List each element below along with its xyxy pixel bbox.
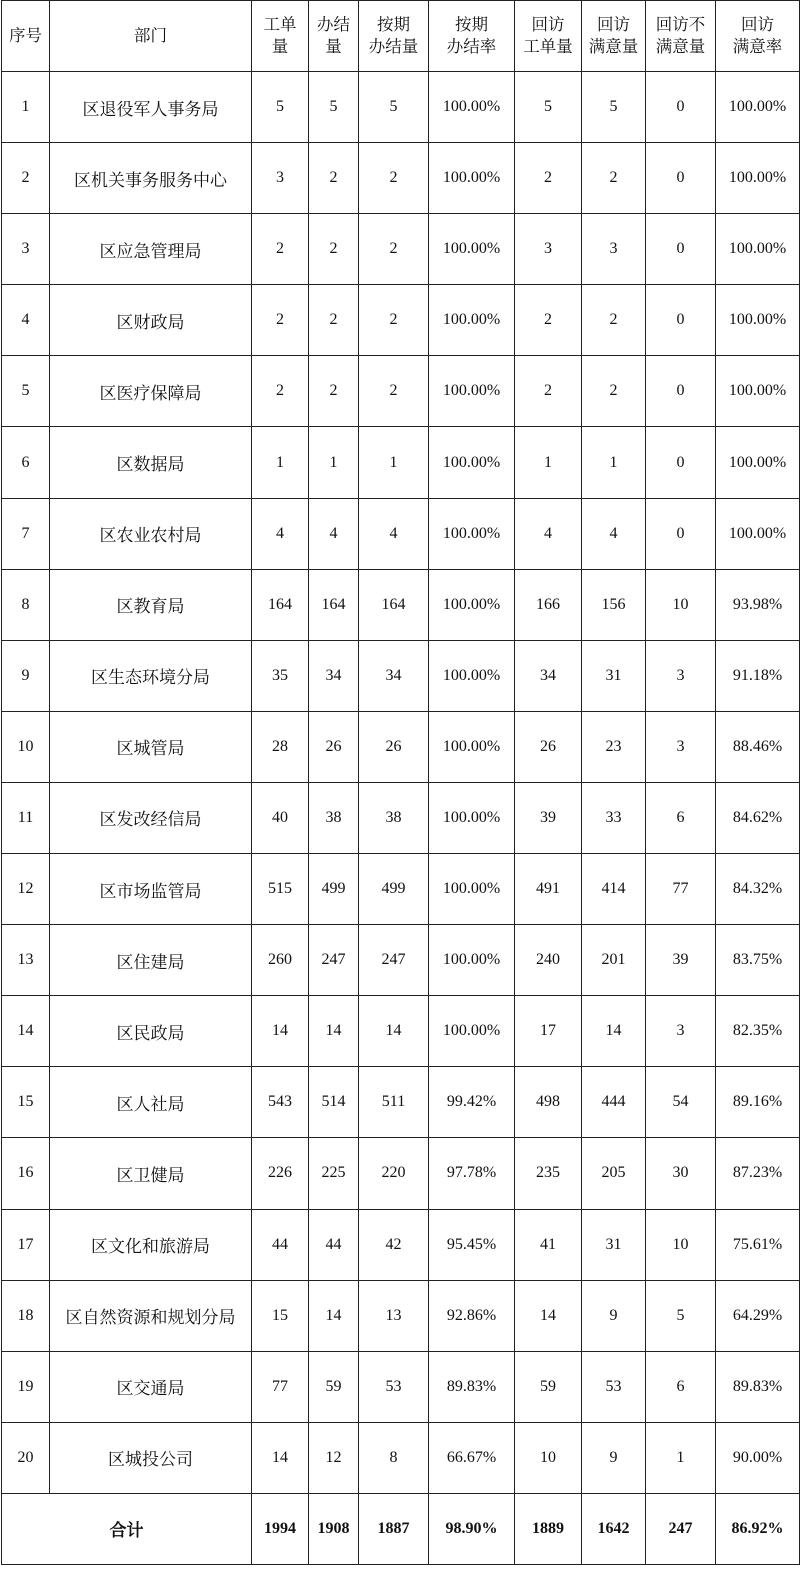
department-stats-table bbox=[1, 0, 800, 1565]
table-cell: 2 bbox=[359, 143, 429, 214]
table-cell: 17 bbox=[515, 996, 582, 1067]
table-cell: 0 bbox=[646, 143, 716, 214]
table-cell: 543 bbox=[252, 1067, 309, 1138]
column-header: 回访 满意率 bbox=[716, 1, 800, 72]
table-cell: 240 bbox=[515, 925, 582, 996]
table-cell: 44 bbox=[252, 1209, 309, 1280]
table-cell: 38 bbox=[359, 782, 429, 853]
table-cell: 220 bbox=[359, 1138, 429, 1209]
table-cell: 2 bbox=[252, 214, 309, 285]
row-index-cell: 3 bbox=[2, 214, 50, 285]
row-index-cell: 18 bbox=[2, 1280, 50, 1351]
table-cell: 514 bbox=[309, 1067, 359, 1138]
table-cell: 226 bbox=[252, 1138, 309, 1209]
table-cell: 14 bbox=[252, 996, 309, 1067]
department-cell: 区卫健局 bbox=[50, 1138, 252, 1209]
table-cell: 14 bbox=[252, 1422, 309, 1493]
table-cell: 100.00% bbox=[429, 711, 515, 782]
table-cell: 39 bbox=[515, 782, 582, 853]
table-cell: 444 bbox=[582, 1067, 646, 1138]
table-cell: 3 bbox=[646, 996, 716, 1067]
table-row bbox=[2, 72, 800, 143]
header-row bbox=[2, 1, 800, 72]
table-cell: 100.00% bbox=[429, 427, 515, 498]
department-cell: 区农业农村局 bbox=[50, 498, 252, 569]
column-header: 部门 bbox=[50, 1, 252, 72]
table-cell: 100.00% bbox=[429, 72, 515, 143]
table-cell: 100.00% bbox=[429, 356, 515, 427]
total-cell: 1889 bbox=[515, 1493, 582, 1564]
table-cell: 100.00% bbox=[716, 143, 800, 214]
table-cell: 100.00% bbox=[429, 640, 515, 711]
table-cell: 10 bbox=[646, 569, 716, 640]
total-label: 合计 bbox=[2, 1493, 252, 1564]
row-index-cell: 19 bbox=[2, 1351, 50, 1422]
table-cell: 59 bbox=[309, 1351, 359, 1422]
table-cell: 5 bbox=[359, 72, 429, 143]
table-cell: 2 bbox=[309, 356, 359, 427]
table-cell: 156 bbox=[582, 569, 646, 640]
table-cell: 201 bbox=[582, 925, 646, 996]
table-cell: 89.16% bbox=[716, 1067, 800, 1138]
total-cell: 247 bbox=[646, 1493, 716, 1564]
table-cell: 14 bbox=[309, 996, 359, 1067]
table-cell: 88.46% bbox=[716, 711, 800, 782]
table-cell: 2 bbox=[359, 214, 429, 285]
table-cell: 100.00% bbox=[429, 854, 515, 925]
table-cell: 2 bbox=[582, 285, 646, 356]
table-row bbox=[2, 214, 800, 285]
table-cell: 95.45% bbox=[429, 1209, 515, 1280]
table-cell: 100.00% bbox=[429, 214, 515, 285]
table-row bbox=[2, 1280, 800, 1351]
table-cell: 3 bbox=[252, 143, 309, 214]
table-footer bbox=[2, 1493, 800, 1564]
table-row bbox=[2, 782, 800, 853]
department-cell: 区市场监管局 bbox=[50, 854, 252, 925]
table-row bbox=[2, 925, 800, 996]
table-row bbox=[2, 498, 800, 569]
table-cell: 40 bbox=[252, 782, 309, 853]
table-cell: 26 bbox=[515, 711, 582, 782]
total-cell: 1994 bbox=[252, 1493, 309, 1564]
table-cell: 100.00% bbox=[429, 996, 515, 1067]
department-cell: 区人社局 bbox=[50, 1067, 252, 1138]
table-cell: 12 bbox=[309, 1422, 359, 1493]
table-cell: 9 bbox=[582, 1422, 646, 1493]
table-cell: 66.67% bbox=[429, 1422, 515, 1493]
table-cell: 5 bbox=[646, 1280, 716, 1351]
department-cell: 区自然资源和规划分局 bbox=[50, 1280, 252, 1351]
table-cell: 100.00% bbox=[429, 498, 515, 569]
table-cell: 99.42% bbox=[429, 1067, 515, 1138]
table-cell: 2 bbox=[309, 285, 359, 356]
table-cell: 2 bbox=[252, 356, 309, 427]
table-cell: 414 bbox=[582, 854, 646, 925]
total-cell: 1642 bbox=[582, 1493, 646, 1564]
table-cell: 42 bbox=[359, 1209, 429, 1280]
table-cell: 33 bbox=[582, 782, 646, 853]
table-cell: 14 bbox=[582, 996, 646, 1067]
column-header: 回访不 满意量 bbox=[646, 1, 716, 72]
table-row bbox=[2, 854, 800, 925]
table-cell: 247 bbox=[309, 925, 359, 996]
table-cell: 511 bbox=[359, 1067, 429, 1138]
table-cell: 59 bbox=[515, 1351, 582, 1422]
row-index-cell: 16 bbox=[2, 1138, 50, 1209]
table-cell: 0 bbox=[646, 214, 716, 285]
row-index-cell: 1 bbox=[2, 72, 50, 143]
row-index-cell: 10 bbox=[2, 711, 50, 782]
table-cell: 1 bbox=[252, 427, 309, 498]
table-cell: 5 bbox=[309, 72, 359, 143]
table-cell: 83.75% bbox=[716, 925, 800, 996]
department-cell: 区数据局 bbox=[50, 427, 252, 498]
table-cell: 100.00% bbox=[429, 285, 515, 356]
department-cell: 区医疗保障局 bbox=[50, 356, 252, 427]
table-cell: 9 bbox=[582, 1280, 646, 1351]
row-index-cell: 20 bbox=[2, 1422, 50, 1493]
table-cell: 0 bbox=[646, 285, 716, 356]
table-cell: 100.00% bbox=[429, 143, 515, 214]
table-header bbox=[2, 1, 800, 72]
table-cell: 5 bbox=[582, 72, 646, 143]
table-cell: 35 bbox=[252, 640, 309, 711]
table-row bbox=[2, 285, 800, 356]
table-cell: 2 bbox=[359, 356, 429, 427]
department-cell: 区财政局 bbox=[50, 285, 252, 356]
table-cell: 13 bbox=[359, 1280, 429, 1351]
table-body bbox=[2, 72, 800, 1494]
table-cell: 82.35% bbox=[716, 996, 800, 1067]
table-cell: 92.86% bbox=[429, 1280, 515, 1351]
table-row bbox=[2, 1067, 800, 1138]
department-cell: 区机关事务服务中心 bbox=[50, 143, 252, 214]
row-index-cell: 9 bbox=[2, 640, 50, 711]
table-cell: 26 bbox=[309, 711, 359, 782]
table-cell: 14 bbox=[515, 1280, 582, 1351]
table-cell: 0 bbox=[646, 356, 716, 427]
table-cell: 44 bbox=[309, 1209, 359, 1280]
table-cell: 164 bbox=[252, 569, 309, 640]
table-cell: 100.00% bbox=[716, 214, 800, 285]
table-cell: 23 bbox=[582, 711, 646, 782]
table-cell: 84.62% bbox=[716, 782, 800, 853]
table-cell: 77 bbox=[646, 854, 716, 925]
table-cell: 8 bbox=[359, 1422, 429, 1493]
table-cell: 14 bbox=[309, 1280, 359, 1351]
table-cell: 77 bbox=[252, 1351, 309, 1422]
table-cell: 14 bbox=[359, 996, 429, 1067]
column-header: 办结 量 bbox=[309, 1, 359, 72]
row-index-cell: 4 bbox=[2, 285, 50, 356]
table-row bbox=[2, 356, 800, 427]
department-cell: 区文化和旅游局 bbox=[50, 1209, 252, 1280]
table-cell: 84.32% bbox=[716, 854, 800, 925]
table-cell: 0 bbox=[646, 498, 716, 569]
table-cell: 2 bbox=[515, 285, 582, 356]
total-cell: 86.92% bbox=[716, 1493, 800, 1564]
column-header: 回访 工单量 bbox=[515, 1, 582, 72]
department-cell: 区发改经信局 bbox=[50, 782, 252, 853]
table-cell: 31 bbox=[582, 1209, 646, 1280]
table-cell: 2 bbox=[309, 143, 359, 214]
table-cell: 100.00% bbox=[716, 356, 800, 427]
table-cell: 0 bbox=[646, 427, 716, 498]
row-index-cell: 6 bbox=[2, 427, 50, 498]
row-index-cell: 17 bbox=[2, 1209, 50, 1280]
table-cell: 54 bbox=[646, 1067, 716, 1138]
table-cell: 75.61% bbox=[716, 1209, 800, 1280]
table-cell: 39 bbox=[646, 925, 716, 996]
table-cell: 53 bbox=[582, 1351, 646, 1422]
table-cell: 100.00% bbox=[716, 285, 800, 356]
table-cell: 3 bbox=[515, 214, 582, 285]
table-cell: 1 bbox=[582, 427, 646, 498]
row-index-cell: 11 bbox=[2, 782, 50, 853]
total-cell: 1887 bbox=[359, 1493, 429, 1564]
table-cell: 30 bbox=[646, 1138, 716, 1209]
department-cell: 区城管局 bbox=[50, 711, 252, 782]
table-row bbox=[2, 640, 800, 711]
table-cell: 100.00% bbox=[429, 782, 515, 853]
table-cell: 491 bbox=[515, 854, 582, 925]
table-cell: 100.00% bbox=[716, 427, 800, 498]
table-row bbox=[2, 1351, 800, 1422]
table-cell: 166 bbox=[515, 569, 582, 640]
table-cell: 164 bbox=[359, 569, 429, 640]
table-cell: 1 bbox=[309, 427, 359, 498]
table-row bbox=[2, 711, 800, 782]
table-cell: 1 bbox=[646, 1422, 716, 1493]
table-cell: 4 bbox=[252, 498, 309, 569]
table-cell: 2 bbox=[515, 356, 582, 427]
table-cell: 97.78% bbox=[429, 1138, 515, 1209]
table-cell: 34 bbox=[515, 640, 582, 711]
table-row bbox=[2, 143, 800, 214]
row-index-cell: 12 bbox=[2, 854, 50, 925]
table-cell: 31 bbox=[582, 640, 646, 711]
department-cell: 区生态环境分局 bbox=[50, 640, 252, 711]
table-row bbox=[2, 569, 800, 640]
table-cell: 3 bbox=[646, 711, 716, 782]
table-cell: 53 bbox=[359, 1351, 429, 1422]
table-cell: 10 bbox=[646, 1209, 716, 1280]
table-cell: 498 bbox=[515, 1067, 582, 1138]
table-cell: 15 bbox=[252, 1280, 309, 1351]
table-cell: 235 bbox=[515, 1138, 582, 1209]
table-cell: 41 bbox=[515, 1209, 582, 1280]
department-cell: 区交通局 bbox=[50, 1351, 252, 1422]
table-row bbox=[2, 1209, 800, 1280]
table-cell: 4 bbox=[359, 498, 429, 569]
total-cell: 98.90% bbox=[429, 1493, 515, 1564]
table-cell: 3 bbox=[646, 640, 716, 711]
table-cell: 91.18% bbox=[716, 640, 800, 711]
table-cell: 100.00% bbox=[429, 569, 515, 640]
table-cell: 1 bbox=[359, 427, 429, 498]
table-cell: 100.00% bbox=[716, 498, 800, 569]
column-header: 按期 办结率 bbox=[429, 1, 515, 72]
table-cell: 3 bbox=[582, 214, 646, 285]
row-index-cell: 5 bbox=[2, 356, 50, 427]
table-cell: 93.98% bbox=[716, 569, 800, 640]
table-cell: 89.83% bbox=[716, 1351, 800, 1422]
column-header: 回访 满意量 bbox=[582, 1, 646, 72]
table-row bbox=[2, 996, 800, 1067]
table-cell: 4 bbox=[515, 498, 582, 569]
table-cell: 6 bbox=[646, 1351, 716, 1422]
table-cell: 34 bbox=[309, 640, 359, 711]
table-cell: 64.29% bbox=[716, 1280, 800, 1351]
table-cell: 2 bbox=[252, 285, 309, 356]
table-row bbox=[2, 427, 800, 498]
column-header: 序号 bbox=[2, 1, 50, 72]
table-cell: 34 bbox=[359, 640, 429, 711]
table-cell: 225 bbox=[309, 1138, 359, 1209]
row-index-cell: 13 bbox=[2, 925, 50, 996]
table-cell: 5 bbox=[515, 72, 582, 143]
table-cell: 2 bbox=[515, 143, 582, 214]
table-cell: 499 bbox=[309, 854, 359, 925]
column-header: 按期 办结量 bbox=[359, 1, 429, 72]
table-cell: 4 bbox=[309, 498, 359, 569]
table-cell: 89.83% bbox=[429, 1351, 515, 1422]
table-cell: 5 bbox=[252, 72, 309, 143]
table-cell: 38 bbox=[309, 782, 359, 853]
table-cell: 515 bbox=[252, 854, 309, 925]
row-index-cell: 15 bbox=[2, 1067, 50, 1138]
table-cell: 1 bbox=[515, 427, 582, 498]
table-cell: 164 bbox=[309, 569, 359, 640]
table-cell: 6 bbox=[646, 782, 716, 853]
department-cell: 区应急管理局 bbox=[50, 214, 252, 285]
table-cell: 2 bbox=[309, 214, 359, 285]
table-cell: 4 bbox=[582, 498, 646, 569]
row-index-cell: 2 bbox=[2, 143, 50, 214]
department-cell: 区城投公司 bbox=[50, 1422, 252, 1493]
table-cell: 0 bbox=[646, 72, 716, 143]
table-row bbox=[2, 1138, 800, 1209]
table-cell: 2 bbox=[582, 356, 646, 427]
table-cell: 205 bbox=[582, 1138, 646, 1209]
table-cell: 100.00% bbox=[429, 925, 515, 996]
table-cell: 2 bbox=[582, 143, 646, 214]
row-index-cell: 14 bbox=[2, 996, 50, 1067]
table-row bbox=[2, 1422, 800, 1493]
department-cell: 区住建局 bbox=[50, 925, 252, 996]
table-cell: 2 bbox=[359, 285, 429, 356]
department-cell: 区教育局 bbox=[50, 569, 252, 640]
table-cell: 260 bbox=[252, 925, 309, 996]
table-cell: 87.23% bbox=[716, 1138, 800, 1209]
table-cell: 26 bbox=[359, 711, 429, 782]
table-cell: 28 bbox=[252, 711, 309, 782]
department-cell: 区民政局 bbox=[50, 996, 252, 1067]
table-cell: 247 bbox=[359, 925, 429, 996]
column-header: 工单 量 bbox=[252, 1, 309, 72]
table-cell: 100.00% bbox=[716, 72, 800, 143]
row-index-cell: 7 bbox=[2, 498, 50, 569]
table-cell: 90.00% bbox=[716, 1422, 800, 1493]
department-cell: 区退役军人事务局 bbox=[50, 72, 252, 143]
total-cell: 1908 bbox=[309, 1493, 359, 1564]
total-row bbox=[2, 1493, 800, 1564]
table-cell: 499 bbox=[359, 854, 429, 925]
row-index-cell: 8 bbox=[2, 569, 50, 640]
table-cell: 10 bbox=[515, 1422, 582, 1493]
